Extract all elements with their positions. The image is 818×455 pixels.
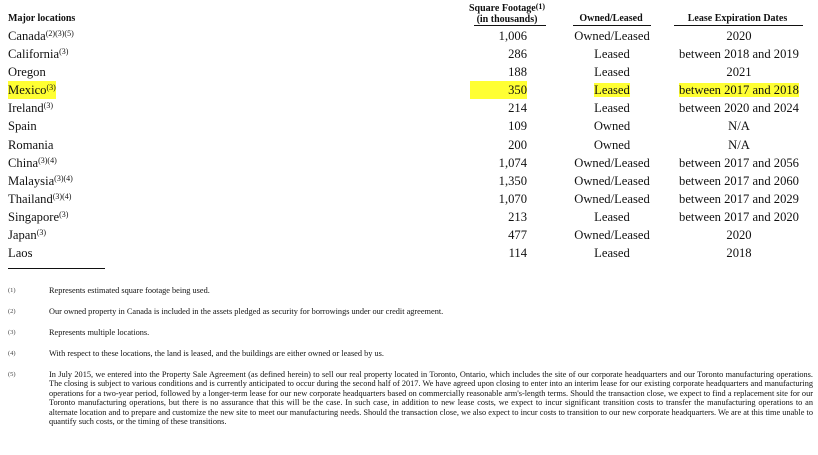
table-row: [0, 45, 818, 63]
square-footage-value: 1,070: [498, 191, 527, 206]
footnote-divider: [8, 268, 105, 269]
lease-expiration-value: [668, 172, 810, 190]
square-footage-value: 1,350: [498, 173, 527, 188]
header-square-footage-line1: Square Footage: [468, 3, 536, 14]
location-name: [8, 117, 37, 135]
owned-leased-value: [563, 81, 661, 99]
owned-leased-value: [563, 45, 661, 63]
footnote-ref: (3): [36, 228, 47, 238]
footnote-ref: (3): [43, 101, 53, 111]
table-row: [0, 172, 818, 190]
owned-leased-text: Owned: [593, 119, 631, 134]
table-row: [0, 63, 818, 81]
lease-expiration-value: [668, 81, 810, 99]
footnote-ref: (3)(4): [52, 191, 72, 201]
table-row: [0, 81, 818, 99]
owned-leased-value: [563, 190, 661, 208]
location-label: China: [8, 155, 39, 170]
location-label: Romania: [8, 137, 54, 152]
table-row: [0, 208, 818, 226]
location-name: [8, 136, 53, 154]
location-label: Ireland: [8, 101, 44, 116]
lease-expiration-text: 2020: [726, 29, 752, 43]
square-footage-value: 188: [508, 65, 527, 80]
table-row: [0, 117, 818, 135]
owned-leased-text: Leased: [594, 47, 630, 62]
lease-expiration-text: between 2017 and 2029: [679, 191, 799, 206]
square-footage-value: 477: [508, 228, 527, 243]
location-label: Thailand: [8, 191, 53, 206]
lease-expiration-value: [668, 63, 810, 81]
lease-expiration-value: [668, 208, 810, 226]
table-row: [0, 27, 818, 45]
owned-leased-text: Leased: [594, 83, 630, 98]
square-footage-value: 1,006: [498, 29, 527, 43]
lease-expiration-text: N/A: [728, 119, 750, 134]
header-owned-leased: Owned/Leased: [579, 13, 643, 24]
location-label: Oregon: [8, 65, 46, 80]
location-name: [8, 45, 68, 63]
lease-expiration-value: [668, 190, 810, 208]
header-location: Major locations: [8, 13, 76, 24]
owned-leased-value: [563, 99, 661, 117]
owned-leased-text: Owned/Leased: [574, 228, 650, 243]
location-label: Malaysia: [8, 173, 55, 188]
lease-expiration-text: between 2017 and 2020: [679, 209, 799, 224]
owned-leased-value: [563, 27, 661, 45]
footnote-ref: (2)(3)(5): [45, 29, 74, 38]
lease-expiration-text: between 2020 and 2024: [679, 101, 799, 116]
table-row: [0, 136, 818, 154]
location-label: Laos: [8, 246, 33, 261]
owned-leased-text: Leased: [594, 65, 630, 80]
location-name: [8, 81, 56, 99]
location-label: California: [8, 47, 60, 62]
lease-expiration-value: [668, 226, 810, 244]
location-name: [8, 208, 68, 226]
owned-leased-value: [563, 117, 661, 135]
footnote-mark: (1): [8, 287, 16, 294]
lease-expiration-text: N/A: [728, 137, 750, 152]
table-row: [0, 244, 818, 262]
square-footage-value: 200: [508, 137, 527, 152]
square-footage-value: 286: [508, 47, 527, 62]
footnote-text: Represents multiple locations.: [49, 328, 150, 337]
table-row: [0, 99, 818, 117]
lease-expiration-text: between 2018 and 2019: [679, 47, 799, 62]
table-row: [0, 154, 818, 172]
lease-expiration-text: between 2017 and 2060: [679, 173, 799, 188]
location-label: Mexico: [8, 83, 47, 98]
location-name: [8, 226, 46, 244]
table-row: [0, 226, 818, 244]
lease-expiration-value: [668, 45, 810, 63]
header-underline-lease: [674, 25, 803, 26]
header-lease-expiration: Lease Expiration Dates: [687, 13, 788, 24]
footnote-ref: (3): [59, 47, 69, 57]
header-square-footage-line2: (in thousands): [476, 14, 538, 25]
owned-leased-text: Owned/Leased: [574, 29, 650, 43]
owned-leased-value: [563, 226, 661, 244]
square-footage-value: 1,074: [498, 155, 527, 170]
owned-leased-value: [563, 154, 661, 172]
table-row: [0, 190, 818, 208]
footnote-mark: (4): [8, 350, 16, 357]
owned-leased-value: [563, 136, 661, 154]
lease-expiration-value: [668, 27, 810, 45]
footnote-text: Represents estimated square footage being used.: [49, 286, 210, 295]
owned-leased-text: Owned/Leased: [574, 155, 650, 170]
lease-expiration-text: between 2017 and 2056: [679, 155, 799, 170]
location-name: [8, 27, 74, 45]
footnote-mark: (5): [8, 371, 16, 378]
locations-table: [0, 27, 818, 262]
lease-expiration-value: [668, 244, 810, 262]
footnote-ref: (1): [535, 2, 546, 11]
location-name: [8, 63, 46, 81]
owned-leased-text: Leased: [594, 101, 630, 116]
owned-leased-value: [563, 172, 661, 190]
location-label: Spain: [8, 119, 37, 134]
footnote-text: Our owned property in Canada is included in the assets pledged as security for borrowings under our credit agreement.: [49, 307, 444, 316]
footnote-text: In July 2015, we entered into the Property Sale Agreement (as defined herein) to sell our real property located in Toronto, Ontario, which includes the site of our corporate headquarters and our Toronto manufacturing operations. The closing is subject to various conditions and is currently anticipated to occur during the second half of 2017. We have agreed upon closing to enter into an interim lease for our existing corporate headquarters and manufacturing operations for a two-year period, followed by a longer-term lease for our new corporate headquarters based on commercially reasonable arm's-length terms. Should the transaction close, we expect to find a replacement site for our Toronto manufacturing operations, but there is no assurance that this will be the case. In such case, in addition to new lease costs, we expect to incur significant transition costs to transfer the manufacturing operations to an alternate location and to prepare and customize the new site to meet our manufacturing needs. Should the transaction close, we also expect to incur costs to transition to our new corporate headquarters. We are at this time unable to quantify such costs, or the timing of these transitions.: [49, 370, 813, 427]
lease-expiration-value: [668, 99, 810, 117]
owned-leased-value: [563, 63, 661, 81]
header-underline-owned: [573, 25, 651, 26]
location-label: Japan: [8, 228, 37, 243]
footnote-ref: (3): [59, 209, 69, 219]
footnote-ref: (3): [46, 83, 56, 93]
location-name: [8, 190, 71, 208]
location-name: [8, 99, 53, 117]
location-label: Singapore: [8, 209, 60, 224]
square-footage-value: 109: [508, 119, 527, 134]
lease-expiration-text: between 2017 and 2018: [679, 83, 799, 98]
owned-leased-value: [563, 208, 661, 226]
owned-leased-value: [563, 244, 661, 262]
header-square-footage: [466, 3, 548, 25]
owned-leased-text: Leased: [594, 209, 630, 224]
square-footage-value: 214: [508, 101, 527, 116]
location-label: Canada: [8, 29, 46, 43]
owned-leased-text: Leased: [594, 246, 630, 261]
owned-leased-text: Owned/Leased: [574, 173, 650, 188]
location-name: [8, 244, 32, 262]
lease-expiration-value: [668, 117, 810, 135]
owned-leased-text: Owned/Leased: [574, 191, 650, 206]
owned-leased-text: Owned: [593, 137, 631, 152]
lease-expiration-value: [668, 154, 810, 172]
footnote-mark: (2): [8, 308, 16, 315]
location-name: [8, 172, 73, 190]
location-name: [8, 154, 57, 172]
footnote-mark: (3): [8, 329, 16, 336]
square-footage-value: 213: [508, 209, 527, 224]
lease-expiration-text: 2018: [726, 246, 752, 261]
footnote-ref: (3)(4): [38, 155, 57, 165]
footnote-text: With respect to these locations, the land is leased, and the buildings are either owned or leased by us.: [49, 349, 384, 358]
lease-expiration-text: 2021: [726, 65, 752, 80]
header-underline-sqft: [474, 25, 546, 26]
square-footage-value: 350: [470, 81, 527, 99]
footnote-ref: (3)(4): [54, 173, 73, 183]
lease-expiration-value: [668, 136, 810, 154]
square-footage-value: 114: [508, 246, 527, 261]
lease-expiration-text: 2020: [726, 228, 752, 243]
